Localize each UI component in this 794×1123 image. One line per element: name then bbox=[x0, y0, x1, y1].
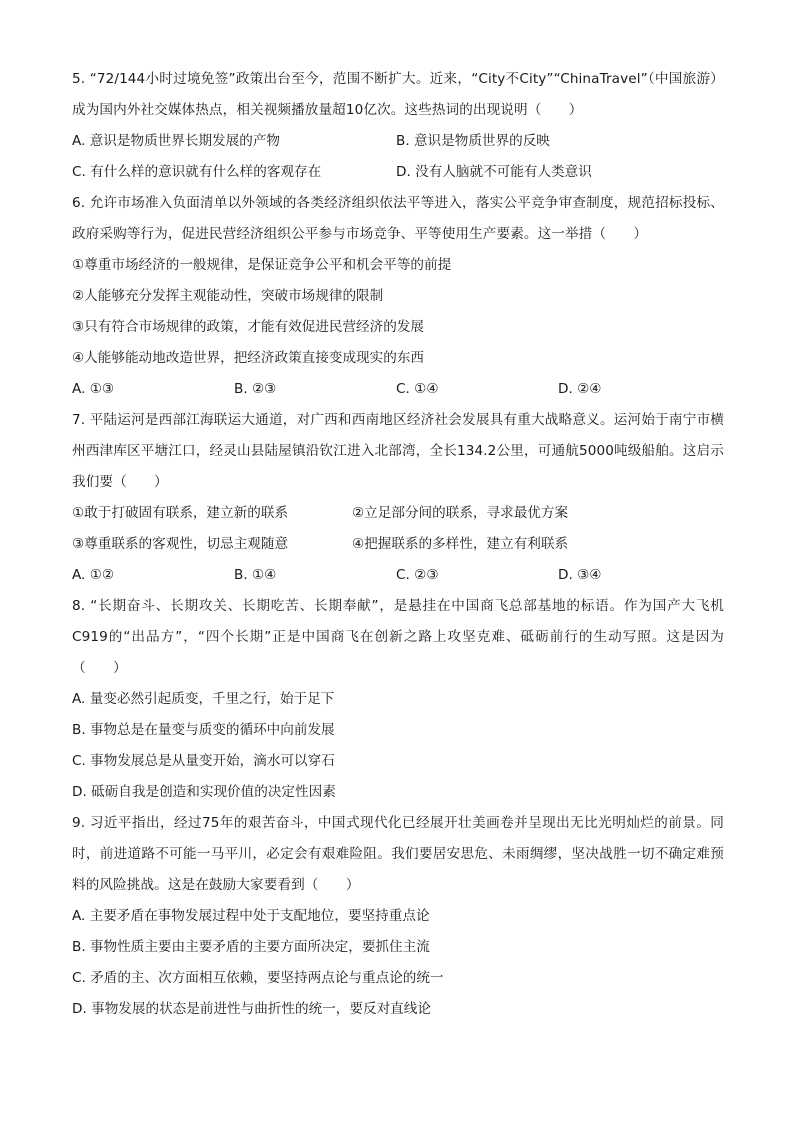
question-6-option-c[interactable]: C. ①④ bbox=[396, 381, 439, 397]
question-7-option-b[interactable]: B. ①④ bbox=[234, 567, 277, 583]
question-7-option-a[interactable]: A. ①② bbox=[72, 567, 115, 583]
question-5-option-b[interactable]: B. 意识是物质世界的反映 bbox=[396, 133, 550, 149]
question-5-option-c[interactable]: C. 有什么样的意识就有什么样的客观存在 bbox=[72, 164, 322, 180]
question-6-statement-4: ④人能够能动地改造世界，把经济政策直接变成现实的东西 bbox=[72, 350, 425, 366]
question-6-statement-1: ①尊重市场经济的一般规律，是保证竞争公平和机会平等的前提 bbox=[72, 257, 452, 273]
question-7-statement-1: ①敢于打破固有联系，建立新的联系 bbox=[72, 505, 289, 521]
question-8 bbox=[72, 591, 724, 808]
question-7-statements-row-2 bbox=[72, 529, 724, 560]
question-5-options-row-2 bbox=[72, 157, 724, 188]
question-7-statement-2: ②立足部分间的联系，寻求最优方案 bbox=[352, 505, 569, 521]
question-5-option-d[interactable]: D. 没有人脑就不可能有人类意识 bbox=[396, 164, 592, 180]
question-7-option-d[interactable]: D. ③④ bbox=[558, 567, 602, 583]
question-9 bbox=[72, 808, 724, 1025]
question-5-stem: 5. “72/144小时过境免签”政策出台至今，范围不断扩大。近来，“City不City”“ChinaTravel”（中国旅游）成为国内外社交媒体热点，相关视频播放量超10亿次。这些热词的出现说明（ ） bbox=[72, 71, 724, 118]
question-8-option-b[interactable]: B. 事物总是在量变与质变的循环中向前发展 bbox=[72, 722, 335, 738]
question-6-statement-2: ②人能够充分发挥主观能动性，突破市场规律的限制 bbox=[72, 288, 384, 304]
question-7 bbox=[72, 405, 724, 591]
question-6 bbox=[72, 188, 724, 405]
question-8-stem: 8. “长期奋斗、长期攻关、长期吃苦、长期奉献”，是悬挂在中国商飞总部基地的标语。作为国产大飞机C919的“出品方”，“四个长期”正是中国商飞在创新之路上攻坚克难、砥砺前行的生动写照。这是因为（ ） bbox=[72, 598, 724, 676]
question-8-option-c[interactable]: C. 事物发展总是从量变开始，滴水可以穿石 bbox=[72, 753, 335, 769]
question-6-statement-3: ③只有符合市场规律的政策，才能有效促进民营经济的发展 bbox=[72, 319, 425, 335]
question-6-option-b[interactable]: B. ②③ bbox=[234, 381, 277, 397]
question-9-option-d[interactable]: D. 事物发展的状态是前进性与曲折性的统一，要反对直线论 bbox=[72, 1001, 431, 1017]
question-9-option-b[interactable]: B. 事物性质主要由主要矛盾的主要方面所决定，要抓住主流 bbox=[72, 939, 430, 955]
question-7-statements-row-1 bbox=[72, 498, 724, 529]
question-7-options bbox=[72, 560, 724, 591]
question-7-stem: 7. 平陆运河是西部江海联运大通道，对广西和西南地区经济社会发展具有重大战略意义。运河始于南宁市横州西津库区平塘江口，经灵山县陆屋镇沿钦江进入北部湾，全长134.2公里，可通航5000吨级船舶。这启示我们要（ ） bbox=[72, 412, 724, 490]
question-7-statement-4: ④把握联系的多样性，建立有利联系 bbox=[352, 536, 569, 552]
question-6-stem: 6. 允许市场准入负面清单以外领域的各类经济组织依法平等进入，落实公平竞争审查制度，规范招标投标、政府采购等行为，促进民营经济组织公平参与市场竞争、平等使用生产要素。这一举措（ ） bbox=[72, 195, 724, 242]
question-5-option-a[interactable]: A. 意识是物质世界长期发展的产物 bbox=[72, 133, 281, 149]
question-9-option-c[interactable]: C. 矛盾的主、次方面相互依赖，要坚持两点论与重点论的统一 bbox=[72, 970, 444, 986]
question-9-option-a[interactable]: A. 主要矛盾在事物发展过程中处于支配地位，要坚持重点论 bbox=[72, 908, 430, 924]
question-5 bbox=[72, 64, 724, 188]
question-6-option-a[interactable]: A. ①③ bbox=[72, 381, 115, 397]
question-6-options bbox=[72, 374, 724, 405]
question-7-option-c[interactable]: C. ②③ bbox=[396, 567, 439, 583]
question-8-option-a[interactable]: A. 量变必然引起质变，千里之行，始于足下 bbox=[72, 691, 335, 707]
question-5-options-row-1 bbox=[72, 126, 724, 157]
question-6-option-d[interactable]: D. ②④ bbox=[558, 381, 602, 397]
question-9-stem: 9. 习近平指出，经过75年的艰苦奋斗，中国式现代化已经展开壮美画卷并呈现出无比光明灿烂的前景。同时，前进道路不可能一马平川，必定会有艰难险阻。我们要居安思危、未雨绸缪，坚决战胜一切不确定难预料的风险挑战。这是在鼓励大家要看到（ ） bbox=[72, 815, 724, 893]
question-7-statement-3: ③尊重联系的客观性，切忌主观随意 bbox=[72, 536, 289, 552]
question-8-option-d[interactable]: D. 砥砺自我是创造和实现价值的决定性因素 bbox=[72, 784, 336, 800]
